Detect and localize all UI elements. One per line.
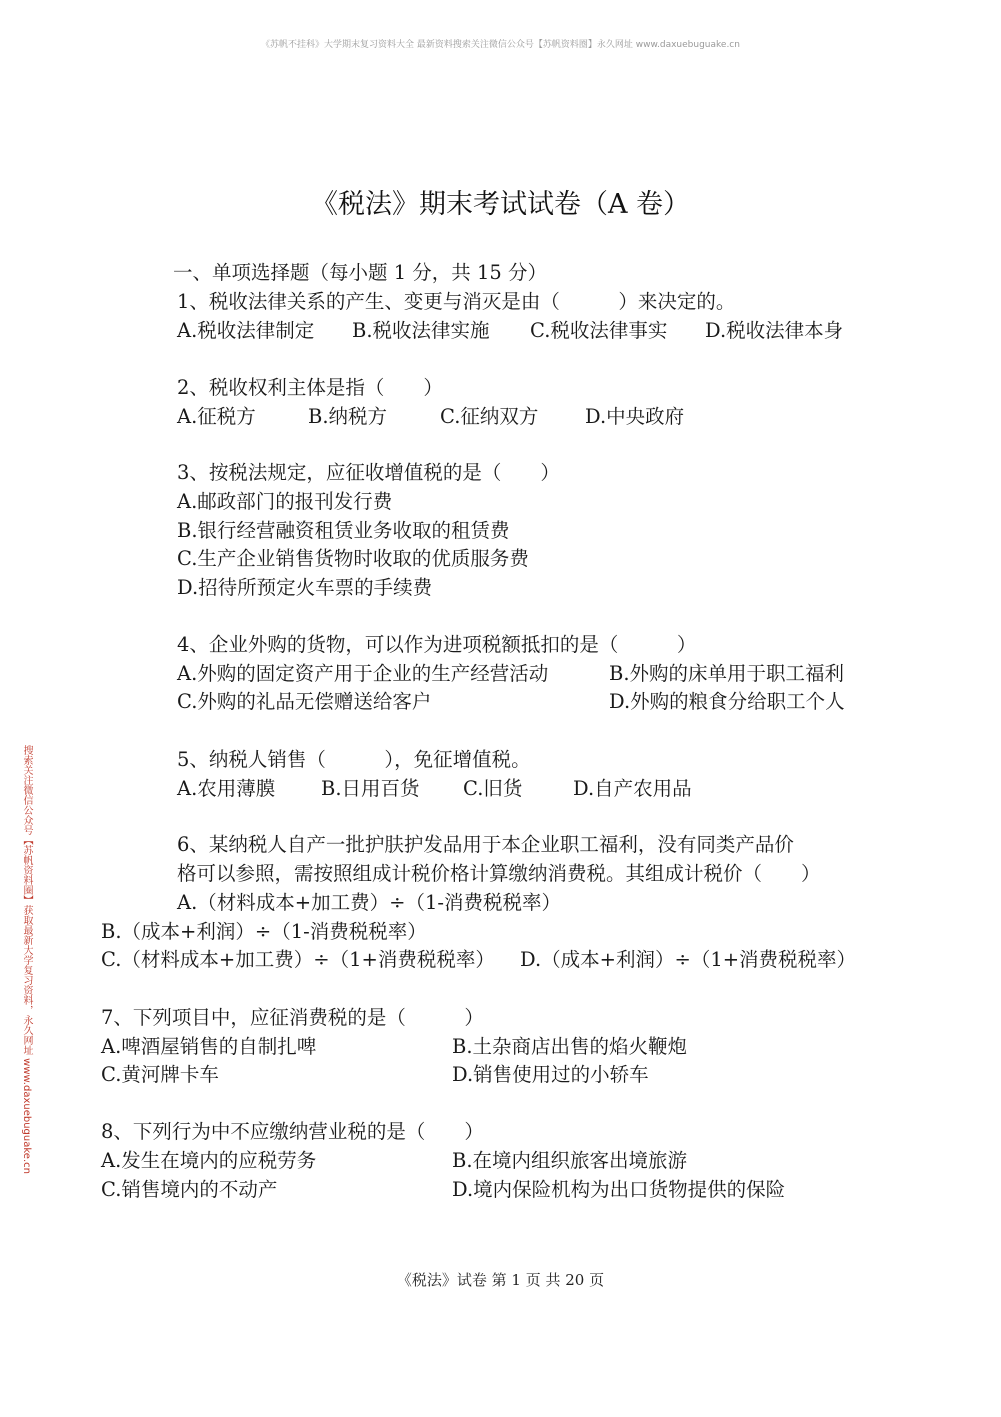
exam-title: 《税法》期末考试试卷（A 卷） (310, 189, 691, 220)
q3-option-d: D.招待所预定火车票的手续费 (177, 576, 433, 599)
q1-option-c: C.税收法律事实 (530, 319, 668, 342)
q8-option-d: D.境内保险机构为出口货物提供的保险 (452, 1178, 786, 1201)
page-footer: 《税法》试卷 第 1 页 共 20 页 (396, 1271, 605, 1289)
q7-option-a: A.啤酒屋销售的自制扎啤 (101, 1035, 317, 1058)
q4-option-a: A.外购的固定资产用于企业的生产经营活动 (177, 662, 549, 685)
q2-option-d: D.中央政府 (585, 405, 685, 428)
q2-option-a: A.征税方 (177, 405, 256, 428)
q1-stem: 1、税收法律关系的产生、变更与消灭是由（ ）来决定的。 (177, 290, 736, 313)
q7-option-b: B.土杂商店出售的焰火鞭炮 (452, 1035, 688, 1058)
q2-option-b: B.纳税方 (308, 405, 388, 428)
side-watermark-note: 搜索关注微信公众号【苏帆资料圈】获取最新大学复习资料，永久网址 www.daxuebuguake.cn (21, 745, 32, 1174)
q6-option-a: A.（材料成本+加工费）÷（1-消费税税率） (177, 891, 561, 914)
section-heading: 一、单项选择题（每小题 1 分，共 15 分） (173, 261, 548, 284)
q7-option-c: C.黄河牌卡车 (101, 1063, 219, 1086)
q6-stem-line2: 格可以参照，需按照组成计税价格计算缴纳消费税。其组成计税价（ ） (177, 862, 821, 885)
q7-stem: 7、下列项目中，应征消费税的是（ ） (101, 1006, 484, 1029)
q5-stem: 5、纳税人销售（ ），免征增值税。 (177, 748, 531, 771)
q4-option-d: D.外购的粮食分给职工个人 (609, 690, 845, 713)
header-note: 《苏帆不挂科》大学期末复习资料大全 最新资料搜索关注微信公众号【苏帆资料圈】永久网址 www.daxuebuguake.cn (261, 40, 740, 50)
q8-stem: 8、下列行为中不应缴纳营业税的是（ ） (101, 1120, 484, 1143)
q5-option-a: A.农用薄膜 (177, 777, 276, 800)
q3-option-b: B.银行经营融资租赁业务收取的租赁费 (177, 519, 510, 542)
q4-option-b: B.外购的床单用于职工福利 (609, 662, 845, 685)
q5-option-b: B.日用百货 (321, 777, 420, 800)
q2-option-c: C.征纳双方 (440, 405, 539, 428)
q5-option-c: C.旧货 (463, 777, 523, 800)
q5-option-d: D.自产农用品 (573, 777, 692, 800)
q6-option-d: D.（成本+利润）÷（1+消费税税率） (520, 948, 857, 971)
q3-option-a: A.邮政部门的报刊发行费 (177, 490, 393, 513)
q3-stem: 3、按税法规定，应征收增值税的是（ ） (177, 461, 560, 484)
q2-stem: 2、税收权利主体是指（ ） (177, 376, 443, 399)
q6-option-b: B.（成本+利润）÷（1-消费税税率） (101, 920, 427, 943)
q1-option-d: D.税收法律本身 (705, 319, 844, 342)
q4-stem: 4、企业外购的货物，可以作为进项税额抵扣的是（ ） (177, 633, 697, 656)
q6-option-c: C.（材料成本+加工费）÷（1+消费税税率） (101, 948, 495, 971)
q1-option-b: B.税收法律实施 (352, 319, 490, 342)
q7-option-d: D.销售使用过的小轿车 (452, 1063, 649, 1086)
q8-option-a: A.发生在境内的应税劳务 (101, 1149, 317, 1172)
q1-option-a: A.税收法律制定 (177, 319, 315, 342)
q6-stem-line1: 6、某纳税人自产一批护肤护发品用于本企业职工福利，没有同类产品价 (177, 833, 794, 856)
q3-option-c: C.生产企业销售货物时收取的优质服务费 (177, 547, 529, 570)
q4-option-c: C.外购的礼品无偿赠送给客户 (177, 690, 432, 713)
q8-option-c: C.销售境内的不动产 (101, 1178, 278, 1201)
q8-option-b: B.在境内组织旅客出境旅游 (452, 1149, 688, 1172)
